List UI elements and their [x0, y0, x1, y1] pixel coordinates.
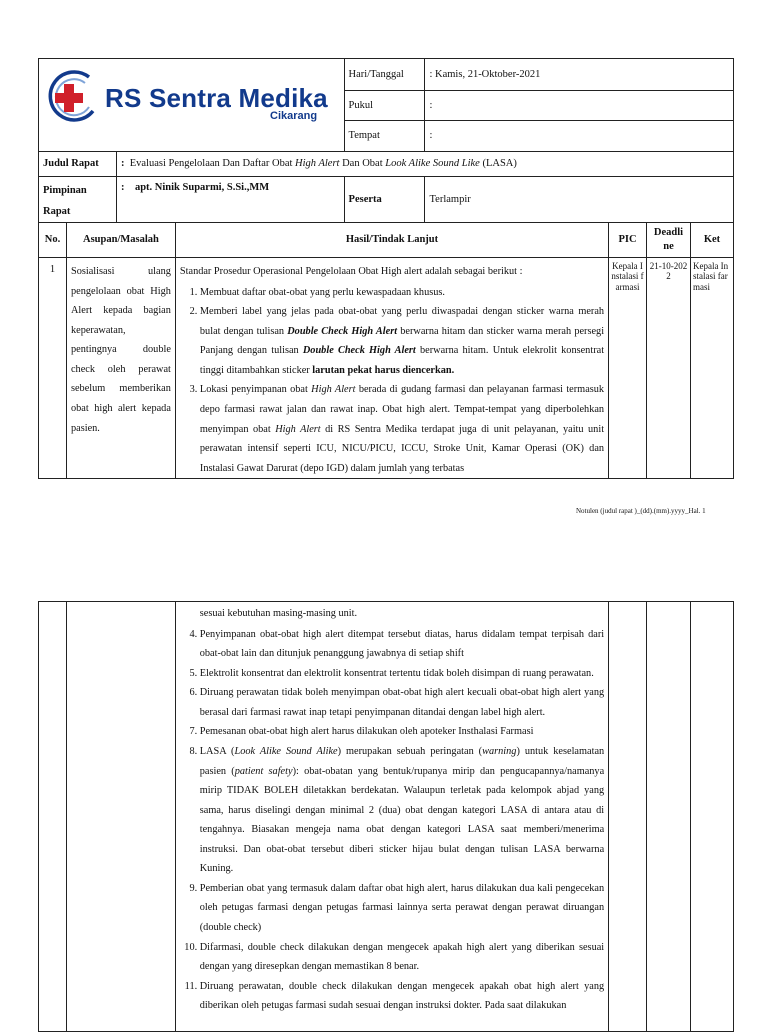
peserta-label: Peserta [344, 177, 425, 223]
list-item: 1. Membuat daftar obat-obat yang perlu kewaspadaan khusus. [200, 283, 604, 303]
hari-value: : Kamis, 21-Oktober-2021 [425, 59, 734, 91]
hospital-logo [39, 59, 344, 151]
list-item: 6. Diruang perawatan tidak boleh menyimpan obat-obat high alert kecuali obat-obat high alert yang berasal dari farmasi rawat inap tetapi penyimpanan ditandai dengan label high alert. [200, 683, 604, 722]
list-item: 3. Lokasi penyimpanan obat High Alert berada di gudang farmasi dan pelayanan farmasi termasuk depo farmasi rawat jalan dan rawat inap. Obat high alert. Tempat-tempat yang diperbolehkan menyimpan obat High Alert di RS Sentra Medika terdapat juga di unit pelayanan, yaitu unit perawatan intensif seperti ICU, NICU/PICU, ICCU, Stroke Unit, Kamar Operasi (OK) dan Instalasi Gawat Darurat (depo IGD) dalam jumlah yang terbatas [200, 380, 604, 478]
list-item: 8. LASA (Look Alike Sound Alike) merupakan sebuah peringatan (warning) untuk keselamatan pasien (patient safety): obat-obatan yang bentuk/rupanya mirip dan pengucapannya/namanya mirip TIDAK BOLEH diletakkan berdekatan. Walaupun terletak pada kelompok abjad yang sama, harus diselingi dengan minimal 2 (dua) obat dengan kategori LASA di antara atau di tengahnya. Biasakan mengeja nama obat dengan kategori LASA saat memberi/menerima instruksi. Dan obat-obat tersebut diberi sticker hijau bulat dengan tulisan LASA berwarna Kuning. [200, 742, 604, 879]
judul-value: : Evaluasi Pengelolaan Dan Daftar Obat High Alert Dan Obat Look Alike Sound Like (LASA) [116, 152, 733, 177]
list-item: 10. Difarmasi, double check dilakukan dengan mengecek apakah high alert yang diberikan sesuai dengan yang diresepkan dengan memastikan 8 benar. [200, 938, 604, 977]
minutes-table-page-2 [38, 601, 734, 1032]
col-deadline: Deadline [647, 223, 691, 258]
list-item: 9. Pemberian obat yang termasuk dalam daftar obat high alert, harus dilakukan dua kali pengecekan oleh petugas farmasi dengan petugas farmasi lainnya serta perawat dengan perawat diruangan (double check) [200, 879, 604, 938]
hospital-location: Cikarang [270, 110, 318, 122]
tempat-value: : [425, 120, 734, 151]
row1-pic: Kepala Instalasi farmasi [609, 258, 647, 479]
list-item: 5. Elektrolit konsentrat dan elektrolit konsentrat tertentu tidak boleh disimpan di ruang perawatan. [200, 664, 604, 684]
row1-intro: Standar Prosedur Operasional Pengelolaan Obat High alert adalah sebagai berikut : [179, 266, 523, 277]
row1-asupan: Sosialisasi ulang pengelolaan obat High Alert kepada bagian keperawatan, pentingnya double check oleh perawat sebelum memberikan obat high alert kepada pasien. [66, 258, 175, 479]
list-item: 4. Penyimpanan obat-obat high alert ditempat tersebut diatas, harus didalam tempat terpisah dari obat-obat lain dan ditunjuk penanggung jawabnya di setiap shift [200, 625, 604, 664]
col-pic: PIC [609, 223, 647, 258]
minutes-table-page-1 [38, 58, 734, 479]
col-asupan: Asupan/Masalah [66, 223, 175, 258]
pukul-value: : [425, 91, 734, 121]
row1-no: 1 [39, 258, 67, 479]
peserta-value: Terlampir [425, 177, 734, 223]
col-no: No. [39, 223, 67, 258]
hospital-name: RS Sentra Medika [105, 83, 328, 113]
pukul-label: Pukul [344, 91, 425, 121]
row1-hasil [175, 258, 608, 479]
list-item-continuation: sesuai kebutuhan masing-masing unit. [199, 608, 358, 619]
list-item: 2. Memberi label yang jelas pada obat-obat yang perlu diwaspadai dengan sticker warna merah bulat dengan tulisan Double Check High Alert berwarna hitam dan sticker warna merah persegi Panjang dengan tulisan Double Check High Alert berwarna hitam. Untuk elekrolit konsentrat tinggi ditambahkan sticker larutan pekat harus diencerkan. [200, 302, 604, 380]
tempat-label: Tempat [344, 120, 425, 151]
row1-hasil-continued [175, 602, 608, 1032]
col-hasil: Hasil/Tindak Lanjut [175, 223, 608, 258]
judul-label: Judul Rapat [39, 152, 117, 177]
row1-ket: Kepala Instalasi farmasi [690, 258, 733, 479]
list-item: 11. Diruang perawatan, double check dilakukan dengan mengecek apakah obat high alert yang diberikan oleh petugas farmasi sudah sesuai dengan instruksi dokter. Pada saat dilakukan [200, 977, 604, 1016]
logo-cell [39, 59, 345, 152]
pimpinan-label: Pimpinan Rapat [39, 177, 117, 223]
col-ket: Ket [690, 223, 733, 258]
row1-deadline: 21-10-2022 [647, 258, 691, 479]
list-item: 7. Pemesanan obat-obat high alert harus dilakukan oleh apoteker Insthalasi Farmasi [200, 722, 604, 742]
pimpinan-value: : apt. Ninik Suparmi, S.Si.,MM [116, 177, 344, 223]
hari-label: Hari/Tanggal [344, 59, 425, 91]
hospital-cross-logo-icon [45, 67, 103, 129]
page-footer: Notulen (judul rapat )_(dd).(mm).yyyy_Hal. 1 [576, 507, 706, 515]
